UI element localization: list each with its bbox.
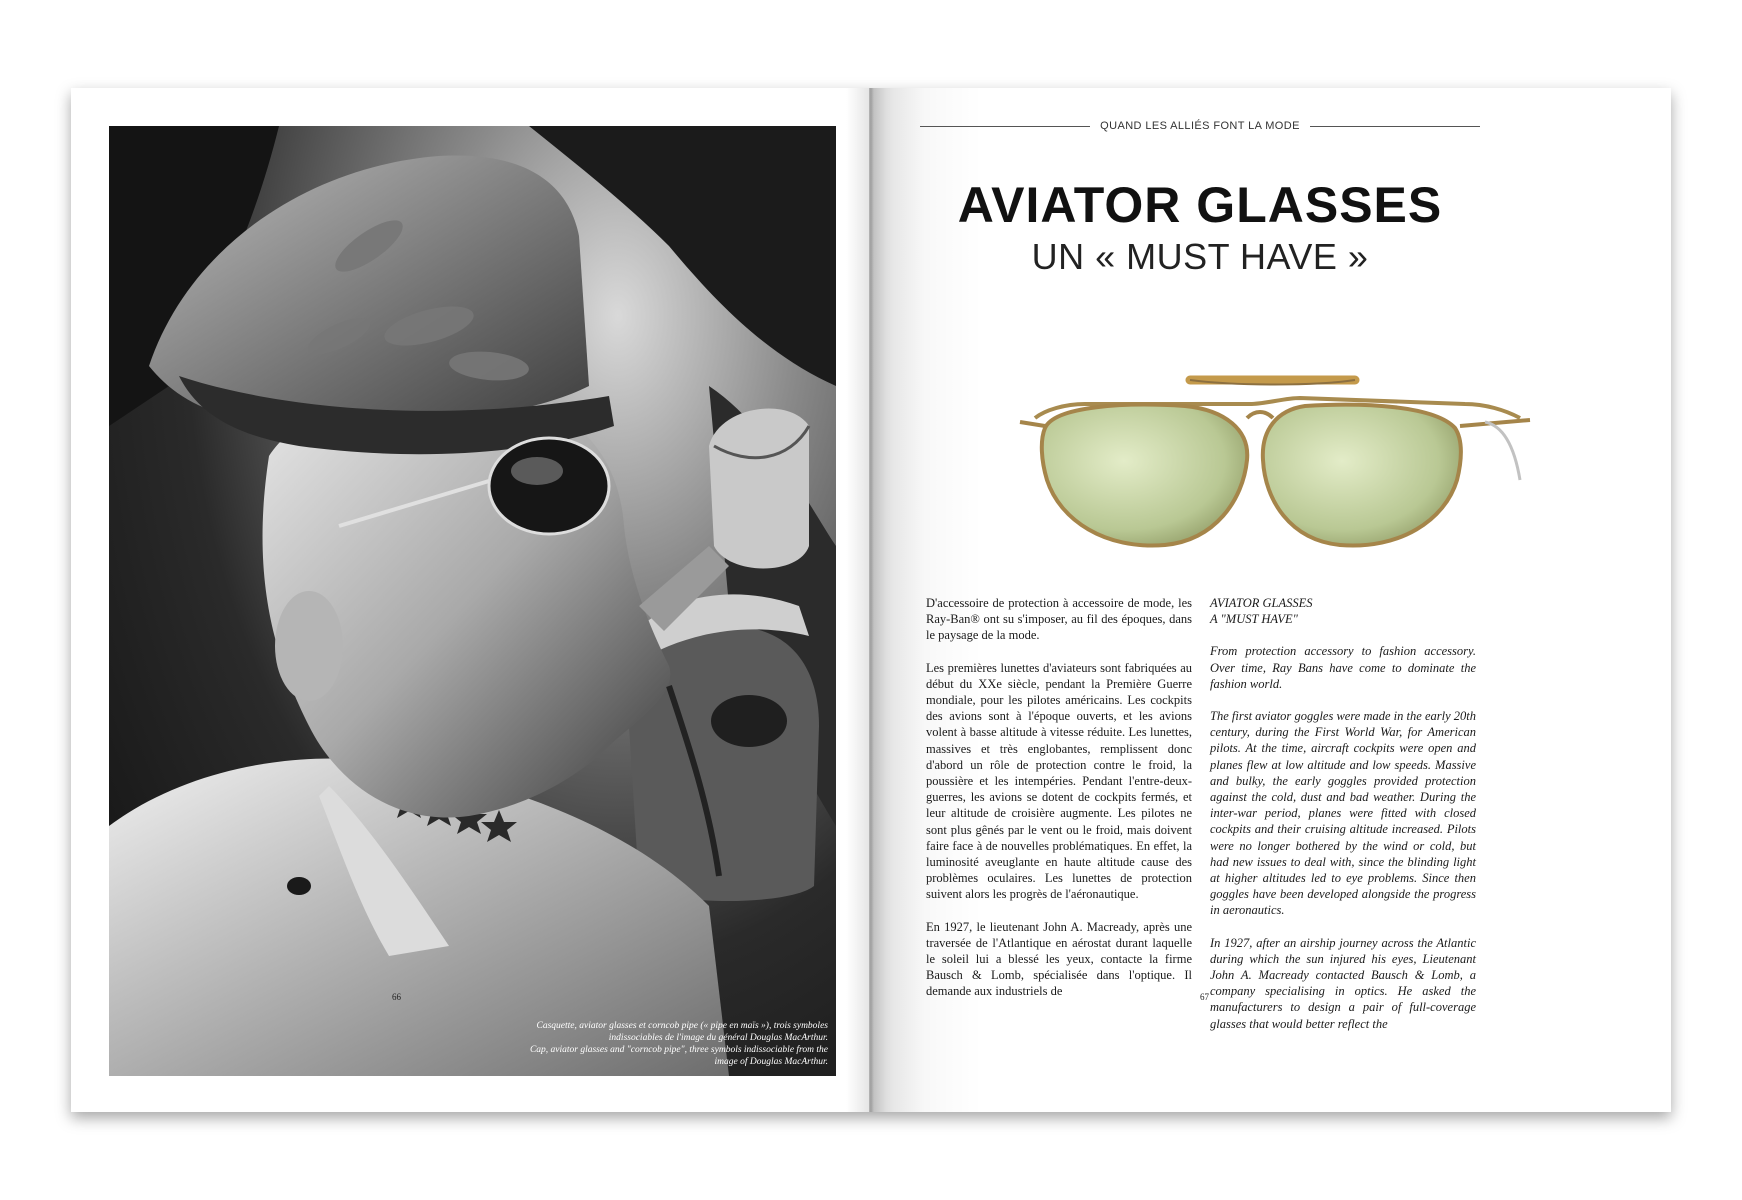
english-heading <box>1210 595 1476 627</box>
photo-caption <box>528 1020 828 1068</box>
aviator-glasses-image <box>1015 340 1535 560</box>
running-head-rule-left <box>920 126 1090 127</box>
english-heading-line1: AVIATOR GLASSES <box>1210 596 1313 610</box>
english-column <box>1210 595 1476 1048</box>
english-heading-line2: A "MUST HAVE" <box>1210 612 1298 627</box>
left-page <box>71 88 869 1112</box>
macarthur-photo <box>109 126 836 1076</box>
en-paragraph: From protection accessory to fashion accessory. Over time, Ray Bans have come to dominate the fashion world. <box>1210 644 1476 691</box>
article-subtitle: UN « MUST HAVE » <box>1031 236 1369 277</box>
running-head <box>920 118 1480 134</box>
portrait-illustration <box>109 126 836 1076</box>
fr-paragraph: Les premières lunettes d'aviateurs sont fabriquées au début du XXe siècle, pendant la Première Guerre mondiale, pour les pilotes américains. Les cockpits des avions sont à l'époque ouverts, et les avions volent à basse altitude à vitesse réduite. Les lunettes, massives et très englobantes, remplissent donc d'abord un rôle de protection contre le froid, la poussière et les intempéries. Pendant l'entre-deux-guerres, les avions se dotent de cockpits fermés, et leur altitude de croisière augmente. Les pilotes ne sont plus gênés par le vent ou le froid, mais doivent faire face à de nouvelles problématiques. En effet, la luminosité aveuglante en haute altitude cause des problèmes oculaires. Les lunettes de protection suivent alors les progrès de l'aéronautique. <box>926 660 1192 902</box>
photo-caption-fr: Casquette, aviator glasses et corncob pipe (« pipe en maïs »), trois symboles indissociables de l'image du général Douglas MacArthur. <box>536 1021 828 1043</box>
fr-paragraph: D'accessoire de protection à accessoire de mode, les Ray-Ban® ont su s'imposer, au fil des époques, dans le paysage de la mode. <box>926 596 1192 643</box>
page-number-right: 67 <box>1200 992 1209 1002</box>
running-head-text: QUAND LES ALLIÉS FONT LA MODE <box>1100 120 1300 132</box>
en-paragraph: In 1927, after an airship journey across the Atlantic during which the sun injured his eyes, Lieutenant John A. Macready contacted Bausch & Lomb, a company specialising in optics. He asked the manufacturers to design a pair of full-coverage glasses that would better reflect the <box>1210 935 1476 1031</box>
fr-paragraph: En 1927, le lieutenant John A. Macready, après une traversée de l'Atlantique en aérostat durant laquelle le soleil lui a blessé les yeux, contacte la firme Bausch & Lomb, spécialisée dans l'optique. Il demande aux industriels de <box>926 919 1192 999</box>
en-paragraph: The first aviator goggles were made in the early 20th century, during the First World War, for American pilots. At the time, aircraft cockpits were open and planes flew at low altitude and low speeds. Massive and bulky, the early goggles provided protection against the cold, dust and bad weather. During the inter-war period, planes were fitted with closed cockpits and their cruising altitude increased. Pilots were no longer bothered by the wind or cold, but had new issues to deal with, since the blinding light at higher altitudes led to eye problems. Since then goggles have been developed alongside the progress in aeronautics. <box>1210 709 1476 918</box>
running-head-rule-right <box>1310 126 1480 127</box>
article-title: AVIATOR GLASSES <box>957 177 1443 233</box>
page-number-left: 66 <box>392 992 401 1002</box>
french-column <box>926 595 1192 1016</box>
photo-caption-en: Cap, aviator glasses and "corncob pipe", three symbols indissociable from the image of Douglas MacArthur. <box>529 1045 828 1067</box>
